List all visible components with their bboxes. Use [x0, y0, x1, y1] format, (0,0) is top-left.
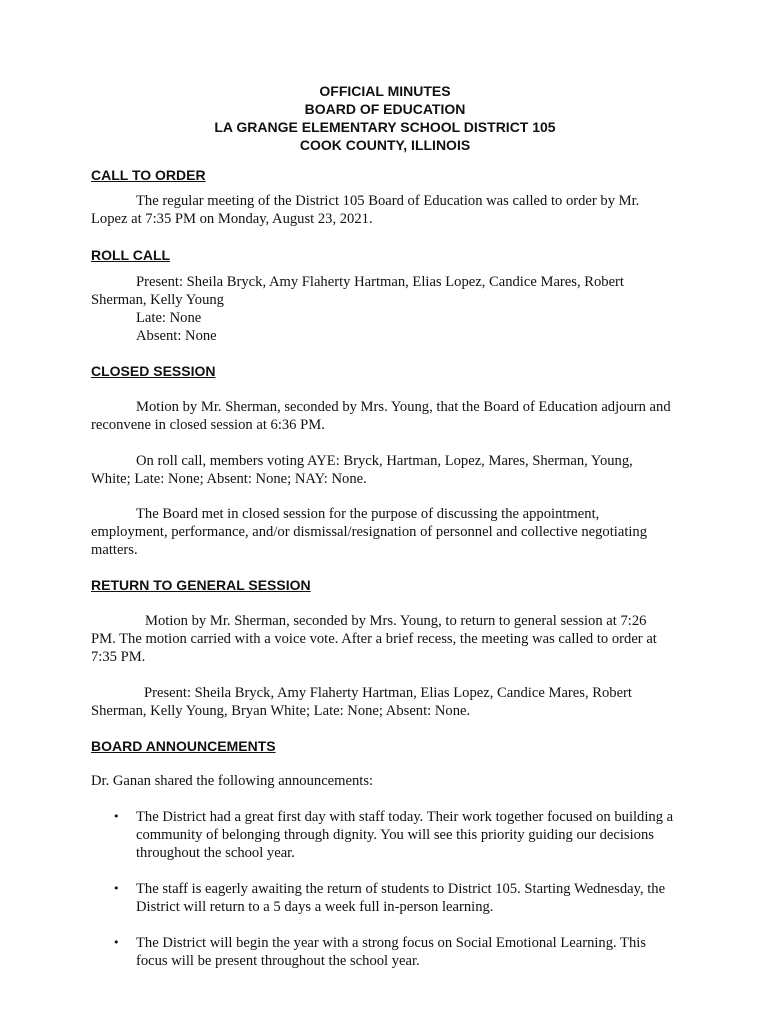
- call-to-order-heading: CALL TO ORDER: [91, 167, 206, 183]
- call-to-order-text: The regular meeting of the District 105 Board of Education was called to order by Mr. Lopez at 7:35 PM on Monday, August 23, 2021.: [91, 193, 640, 227]
- bullet-icon: •: [113, 882, 120, 895]
- roll-call-late: Late: None: [136, 310, 202, 326]
- closed-session-purpose: The Board met in closed session for the purpose of discussing the appointment, employment, performance, and/or dismissal/resignation of personnel and collective negotiating matters.: [91, 506, 648, 558]
- doc-title-line-3: LA GRANGE ELEMENTARY SCHOOL DISTRICT 105: [214, 119, 556, 135]
- doc-title-line-4: COOK COUNTY, ILLINOIS: [299, 137, 471, 153]
- return-session-present: Present: Sheila Bryck, Amy Flaherty Hartman, Elias Lopez, Candice Mares, Robert Sherman, Kelly Young, Bryan White; Late: None; Absent: None.: [91, 685, 632, 719]
- doc-title-line-2: BOARD OF EDUCATION: [304, 101, 466, 117]
- return-session-heading: RETURN TO GENERAL SESSION: [91, 577, 311, 593]
- announcements-heading: BOARD ANNOUNCEMENTS: [91, 738, 276, 754]
- bullet-icon: •: [113, 936, 120, 949]
- announcements-intro: Dr. Ganan shared the following announcements:: [91, 773, 374, 789]
- announcement-text: The District had a great first day with staff today. Their work together focused on building a community of belonging through dignity. You will see this priority guiding our decisions throughout the school year.: [136, 809, 674, 861]
- closed-session-motion: Motion by Mr. Sherman, seconded by Mrs. Young, that the Board of Education adjourn and reconvene in closed session at 6:36 PM.: [91, 399, 671, 433]
- doc-title-line-1: OFFICIAL MINUTES: [319, 83, 451, 99]
- bullet-icon: •: [113, 810, 120, 823]
- roll-call-absent: Absent: None: [136, 328, 217, 344]
- closed-session-heading: CLOSED SESSION: [91, 363, 216, 379]
- roll-call-heading: ROLL CALL: [91, 247, 171, 263]
- return-session-motion: Motion by Mr. Sherman, seconded by Mrs. Young, to return to general session at 7:26 PM. The motion carried with a voice vote. After a brief recess, the meeting was called to order at 7:35 PM.: [91, 613, 657, 665]
- announcement-text: The District will begin the year with a strong focus on Social Emotional Learning. This focus will be present throughout the school year.: [136, 935, 646, 969]
- roll-call-present: Present: Sheila Bryck, Amy Flaherty Hartman, Elias Lopez, Candice Mares, Robert Sherman, Kelly Young: [91, 274, 624, 308]
- closed-session-roll-vote: On roll call, members voting AYE: Bryck, Hartman, Lopez, Mares, Sherman, Young, White; Late: None; Absent: None; NAY: None.: [91, 453, 633, 487]
- announcement-text: The staff is eagerly awaiting the return of students to District 105. Starting Wednesday, the District will return to a 5 days a week full in-person learning.: [136, 881, 666, 915]
